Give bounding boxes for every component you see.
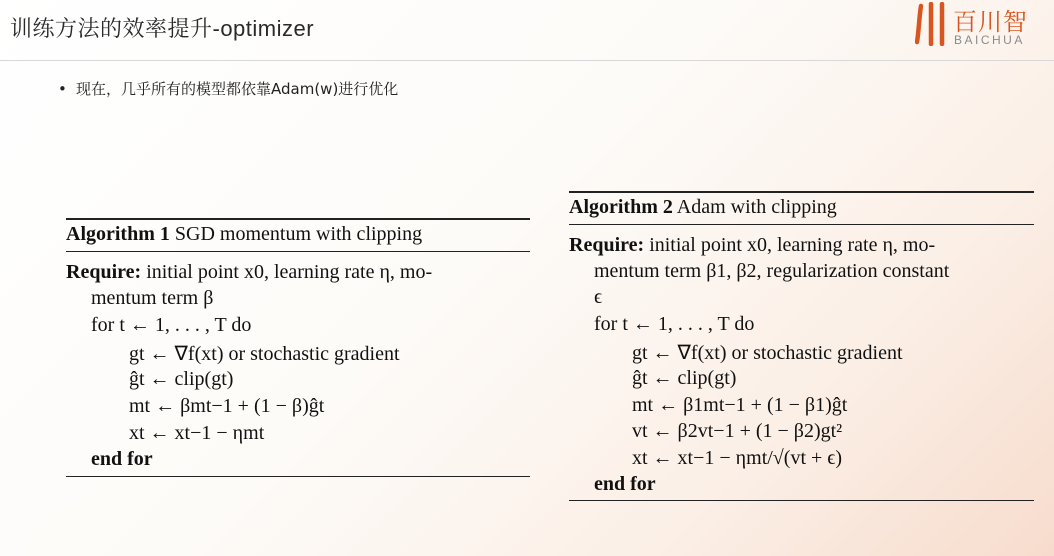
baichuan-logo-icon xyxy=(915,2,949,46)
algorithm-2-clip: ĝt ← clip(gt) xyxy=(632,367,737,389)
algorithm-2-gradient: gt ← ∇f(xt) or stochastic gradient xyxy=(632,342,903,364)
algorithm-1-box xyxy=(66,218,530,480)
algorithm-2-epsilon: ϵ xyxy=(594,286,603,308)
baichuan-logo xyxy=(915,0,1054,50)
algorithm-1-clip: ĝt ← clip(gt) xyxy=(129,368,234,390)
algorithm-1-end-for: end for xyxy=(91,448,153,470)
algorithm-2-top-rule xyxy=(569,191,1034,193)
algorithm-1-require: Require: initial point x0, learning rate η, mo- xyxy=(66,261,433,283)
algorithm-2-end-for: end for xyxy=(594,473,656,495)
algorithm-2-update: xt ← xt−1 − ηmt/√(vt + ϵ) xyxy=(632,447,843,469)
algorithm-2-caption-rule xyxy=(569,224,1034,225)
algorithm-1-gradient: gt ← ∇f(xt) or stochastic gradient xyxy=(129,343,400,365)
algorithm-1-for: for t ← 1, . . . , T do xyxy=(91,314,252,336)
algorithm-2-require-cont: mentum term β1, β2, regularization constant xyxy=(594,260,950,282)
slide-title: 训练方法的效率提升-optimizer xyxy=(10,16,315,41)
algorithm-1-update: xt ← xt−1 − ηmt xyxy=(129,422,265,444)
algorithm-1-momentum: mt ← βmt−1 + (1 − β)ĝt xyxy=(129,395,325,417)
algorithm-1-caption-rule xyxy=(66,251,530,252)
algorithm-1-top-rule xyxy=(66,218,530,220)
algorithm-1-require-cont: mentum term β xyxy=(91,287,214,309)
algorithm-2-first-moment: mt ← β1mt−1 + (1 − β1)ĝt xyxy=(632,394,848,416)
logo-chinese-text: 百川智 xyxy=(953,8,1028,36)
bullet-dot: • xyxy=(58,80,67,98)
bullet-point xyxy=(58,78,398,99)
algorithm-2-box xyxy=(569,191,1034,501)
algorithm-1-bottom-rule xyxy=(66,476,530,477)
algorithm-2-require: Require: initial point x0, learning rate η, mo- xyxy=(569,234,936,256)
algorithm-2-second-moment: vt ← β2vt−1 + (1 − β2)gt² xyxy=(632,420,843,442)
algorithm-1-caption: Algorithm 1 SGD momentum with clipping xyxy=(66,223,423,245)
header-divider xyxy=(0,60,1054,61)
bullet-text: 现在，几乎所有的模型都依靠Adam(w)进行优化 xyxy=(76,80,399,98)
logo-english-text: BAICHUA xyxy=(954,33,1025,47)
algorithm-2-caption: Algorithm 2 Adam with clipping xyxy=(569,196,837,218)
algorithm-2-bottom-rule xyxy=(569,500,1034,501)
algorithm-2-for: for t ← 1, . . . , T do xyxy=(594,313,755,335)
